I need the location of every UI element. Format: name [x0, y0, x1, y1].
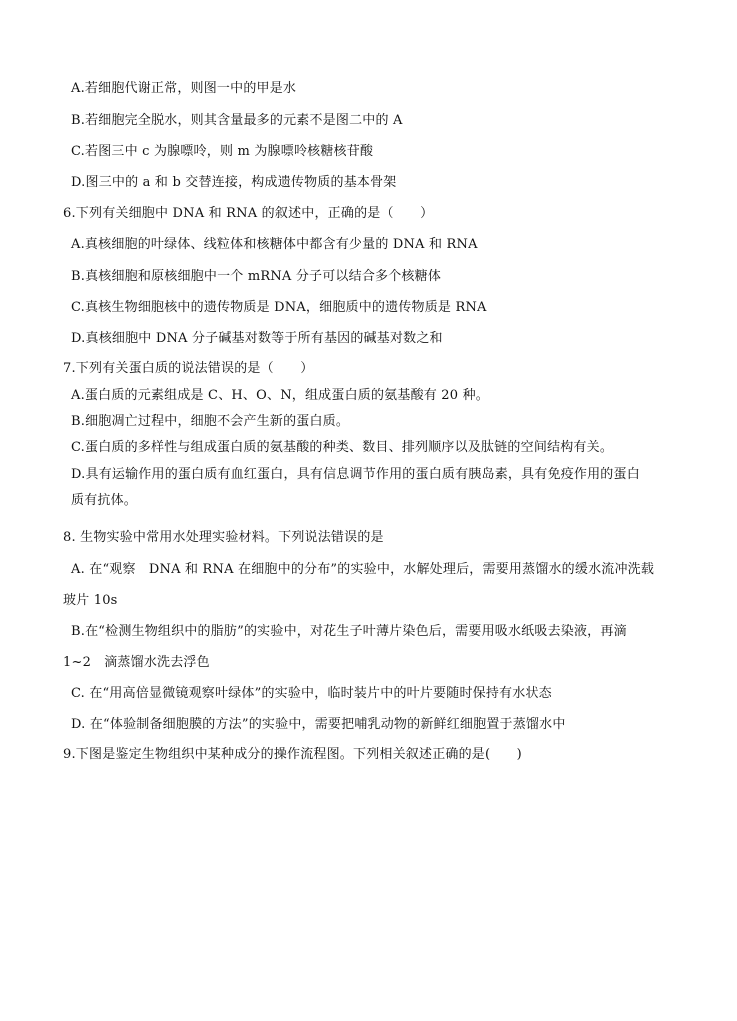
q8-option-a-line2: 玻片 10s	[63, 593, 118, 608]
q6-option-a: A.真核细胞的叶绿体、线粒体和核糖体中都含有少量的 DNA 和 RNA	[71, 237, 478, 252]
q8-option-a-line1: A. 在“观察 DNA 和 RNA 在细胞中的分布”的实验中，水解处理后，需要用蒸馏水的缓水流冲洗载	[71, 562, 655, 577]
q8-stem: 8. 生物实验中常用水处理实验材料。下列说法错误的是	[63, 530, 384, 545]
q6-option-c: C.真核生物细胞核中的遗传物质是 DNA，细胞质中的遗传物质是 RNA	[71, 300, 487, 315]
q5-option-a: A.若细胞代谢正常，则图一中的甲是水	[71, 81, 297, 96]
q6-option-d: D.真核细胞中 DNA 分子碱基对数等于所有基因的碱基对数之和	[71, 331, 443, 346]
q7-option-d-line2: 质有抗体。	[71, 493, 138, 508]
q6-stem: 6.下列有关细胞中 DNA 和 RNA 的叙述中，正确的是（ ）	[63, 206, 434, 221]
q8-option-b-line1: B.在“检测生物组织中的脂肪”的实验中，对花生子叶薄片染色后，需要用吸水纸吸去染液，再滴	[71, 624, 627, 639]
q7-stem: 7.下列有关蛋白质的说法错误的是（ ）	[63, 361, 314, 376]
q5-option-d: D.图三中的 a 和 b 交替连接，构成遗传物质的基本骨架	[71, 175, 397, 190]
q9-stem: 9.下图是鉴定生物组织中某种成分的操作流程图。下列相关叙述正确的是( )	[63, 747, 522, 762]
q7-option-c: C.蛋白质的多样性与组成蛋白质的氨基酸的种类、数目、排列顺序以及肽链的空间结构有关。	[71, 440, 614, 455]
q8-option-d: D. 在“体验制备细胞膜的方法”的实验中，需要把哺乳动物的新鲜红细胞置于蒸馏水中	[71, 717, 566, 732]
q7-option-d-line1: D.具有运输作用的蛋白质有血红蛋白，具有信息调节作用的蛋白质有胰岛素，具有免疫作用的蛋白	[71, 467, 640, 482]
q6-option-b: B.真核细胞和原核细胞中一个 mRNA 分子可以结合多个核糖体	[71, 269, 442, 284]
q5-option-c: C.若图三中 c 为腺嘌呤，则 m 为腺嘌呤核糖核苷酸	[71, 144, 374, 159]
q7-option-b: B.细胞凋亡过程中，细胞不会产生新的蛋白质。	[71, 414, 350, 429]
q5-option-b: B.若细胞完全脱水，则其含量最多的元素不是图二中的 A	[71, 113, 403, 128]
q7-option-a: A.蛋白质的元素组成是 C、H、O、N，组成蛋白质的氨基酸有 20 种。	[71, 388, 489, 403]
q8-option-b-line2: 1~2 滴蒸馏水洗去浮色	[63, 655, 210, 670]
q8-option-c: C. 在“用高倍显微镜观察叶绿体”的实验中，临时装片中的叶片要随时保持有水状态	[71, 686, 552, 701]
